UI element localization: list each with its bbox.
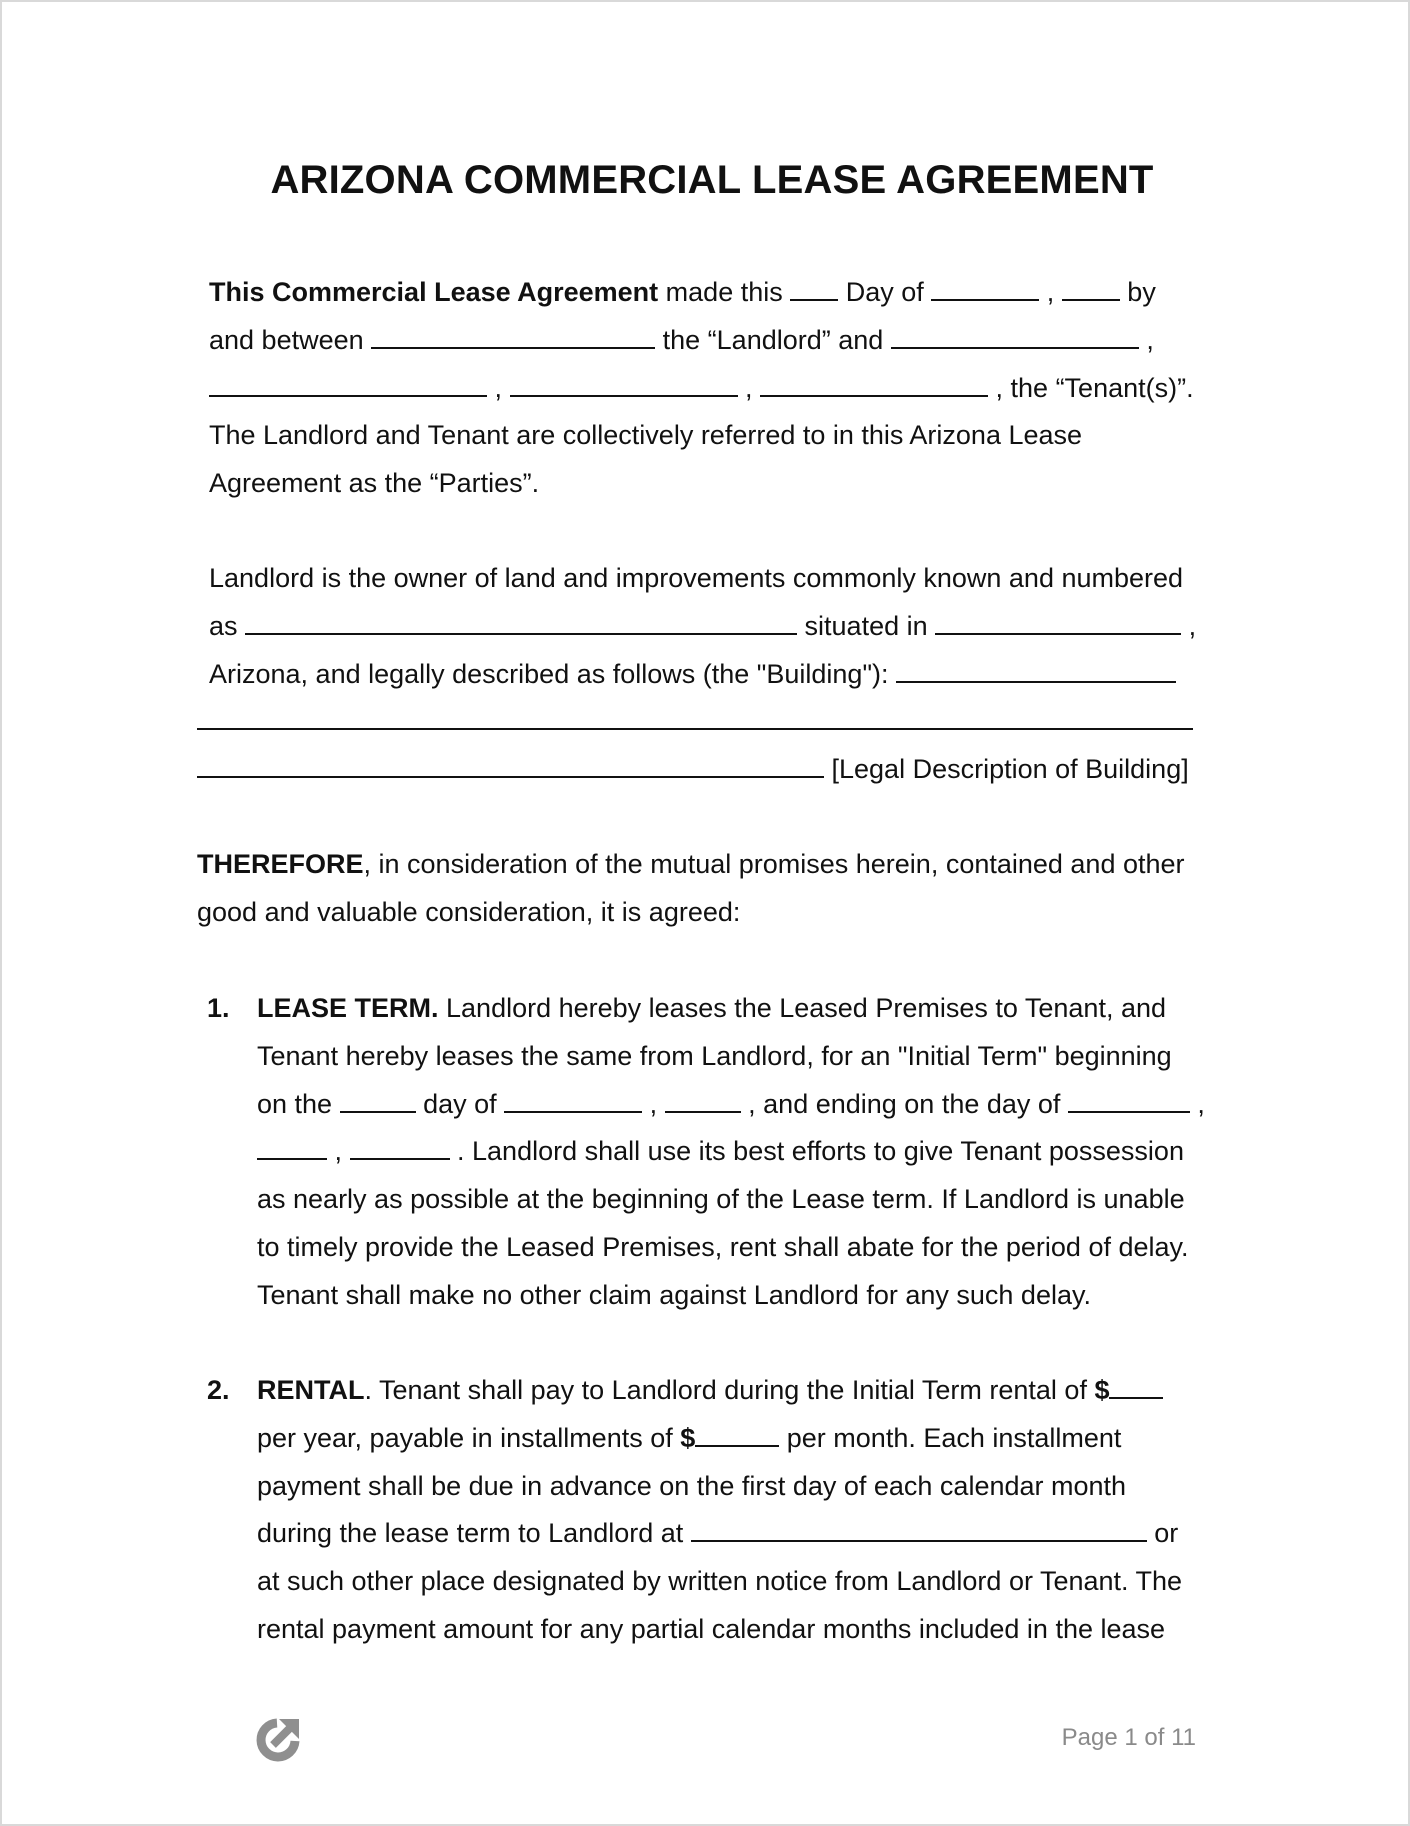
section-text: during the lease term to Landlord at [257, 1518, 691, 1549]
blank-tenant-3[interactable] [510, 369, 738, 397]
blank-start-day[interactable] [340, 1085, 416, 1113]
intro-text: , [487, 372, 510, 403]
section-body [257, 985, 1205, 1320]
page-number: Page 1 of 11 [1061, 1724, 1196, 1751]
blank-end-month[interactable] [1068, 1085, 1190, 1113]
section-line [257, 1415, 1182, 1463]
curved-arrow-logo-icon [254, 1714, 304, 1764]
therefore-line-2: good and valuable consideration, it is agreed: [197, 896, 741, 927]
intro-text: , [1039, 277, 1062, 307]
document-title: ARIZONA COMMERCIAL LEASE AGREEMENT [270, 158, 1154, 202]
intro-line-5: Agreement as the “Parties”. [209, 468, 540, 499]
section-text: , and ending on the day of [740, 1088, 1068, 1119]
building-line-2 [209, 603, 1196, 651]
blank-tenant-1[interactable] [891, 321, 1139, 349]
section-line [257, 1367, 1182, 1415]
section-text: on the [257, 1088, 340, 1119]
intro-line-1 [209, 269, 1194, 317]
therefore-bold-lead: THEREFORE [197, 849, 364, 879]
intro-line-3 [209, 365, 1194, 413]
intro-paragraph [209, 269, 1194, 508]
intro-text: , the “Tenant(s)”. [988, 372, 1194, 403]
intro-text: and between [209, 324, 372, 355]
therefore-text: , in consideration of the mutual promises herein, contained and other [363, 849, 1185, 879]
blank-address[interactable] [245, 607, 797, 635]
blank-end-year[interactable] [350, 1132, 450, 1160]
section-line [257, 1128, 1205, 1176]
intro-text: , [737, 372, 761, 403]
blank-annual-rent[interactable] [1109, 1371, 1163, 1399]
section-text: per year, payable in installments of [257, 1422, 681, 1453]
section-line: payment shall be due in advance on the first day of each calendar month [257, 1470, 1127, 1501]
section-number: 2. [207, 1375, 230, 1405]
section-line: as nearly as possible at the beginning of the Lease term. If Landlord is unable [257, 1184, 1185, 1215]
intro-text: Day of [838, 277, 932, 307]
therefore-paragraph [197, 841, 1185, 937]
blank-monthly-rent[interactable] [695, 1419, 779, 1447]
blank-start-year[interactable] [665, 1085, 741, 1113]
intro-text: , [1138, 324, 1154, 355]
section-text: day of [415, 1088, 505, 1119]
section-number: 1. [207, 993, 230, 1023]
section-text: , [327, 1136, 350, 1167]
blank-year[interactable] [1062, 273, 1120, 301]
building-text: as [209, 610, 246, 641]
building-text: Arizona, and legally described as follows (the "Building"): [209, 658, 897, 689]
section-body [257, 1367, 1182, 1654]
building-line-4 [197, 698, 1196, 746]
blank-day[interactable] [790, 273, 838, 301]
building-line-5 [197, 746, 1196, 794]
building-text: situated in [797, 610, 936, 641]
building-text: , [1181, 610, 1197, 641]
blank-start-month[interactable] [504, 1085, 642, 1113]
blank-payment-address[interactable] [691, 1514, 1147, 1542]
section-text: Landlord hereby leases the Leased Premises to Tenant, and [438, 993, 1166, 1023]
section-line [257, 1510, 1182, 1558]
section-line: at such other place designated by written notice from Landlord or Tenant. The [257, 1566, 1183, 1597]
section-text: per month. Each installment [779, 1422, 1122, 1453]
section-text: , [1189, 1088, 1205, 1119]
blank-landlord-name[interactable] [371, 321, 655, 349]
section-heading: RENTAL [257, 1375, 365, 1405]
blank-legal-description-3[interactable] [197, 750, 824, 778]
intro-text: by [1119, 277, 1156, 307]
section-line: to timely provide the Leased Premises, rent shall abate for the period of delay. [257, 1231, 1189, 1262]
blank-end-day[interactable] [257, 1132, 327, 1160]
building-paragraph [209, 555, 1196, 794]
section-line: Tenant hereby leases the same from Landlord, for an "Initial Term" beginning [257, 1040, 1172, 1071]
blank-month[interactable] [931, 273, 1039, 301]
section-text: or [1146, 1518, 1179, 1549]
intro-text: made this [658, 277, 791, 307]
section-line: rental payment amount for any partial calendar months included in the lease [257, 1613, 1166, 1644]
blank-tenant-4[interactable] [760, 369, 988, 397]
section-text: . Tenant shall pay to Landlord during the Initial Term rental of [364, 1375, 1095, 1405]
section-line [257, 985, 1205, 1033]
building-text: [Legal Description of Building] [824, 754, 1189, 785]
blank-legal-description-1[interactable] [896, 655, 1176, 683]
intro-line-2 [209, 317, 1194, 365]
blank-legal-description-2[interactable] [197, 702, 1193, 730]
building-line-1: Landlord is the owner of land and improvements commonly known and numbered [209, 563, 1184, 593]
section-line [257, 1081, 1205, 1129]
blank-tenant-2[interactable] [209, 369, 487, 397]
section-line: Tenant shall make no other claim against Landlord for any such delay. [257, 1279, 1091, 1310]
intro-line-4: The Landlord and Tenant are collectively referred to in this Arizona Lease [209, 420, 1083, 451]
dollar-sign: $ [680, 1422, 696, 1453]
intro-bold-lead: This Commercial Lease Agreement [209, 277, 659, 307]
section-text: , [642, 1088, 665, 1119]
building-line-3 [209, 651, 1196, 699]
intro-text: the “Landlord” and [655, 324, 891, 355]
section-text: . Landlord shall use its best efforts to give Tenant possession [449, 1136, 1184, 1167]
dollar-sign: $ [1094, 1375, 1110, 1405]
blank-city[interactable] [935, 607, 1181, 635]
section-heading: LEASE TERM. [257, 993, 439, 1023]
therefore-line-1 [197, 841, 1185, 889]
